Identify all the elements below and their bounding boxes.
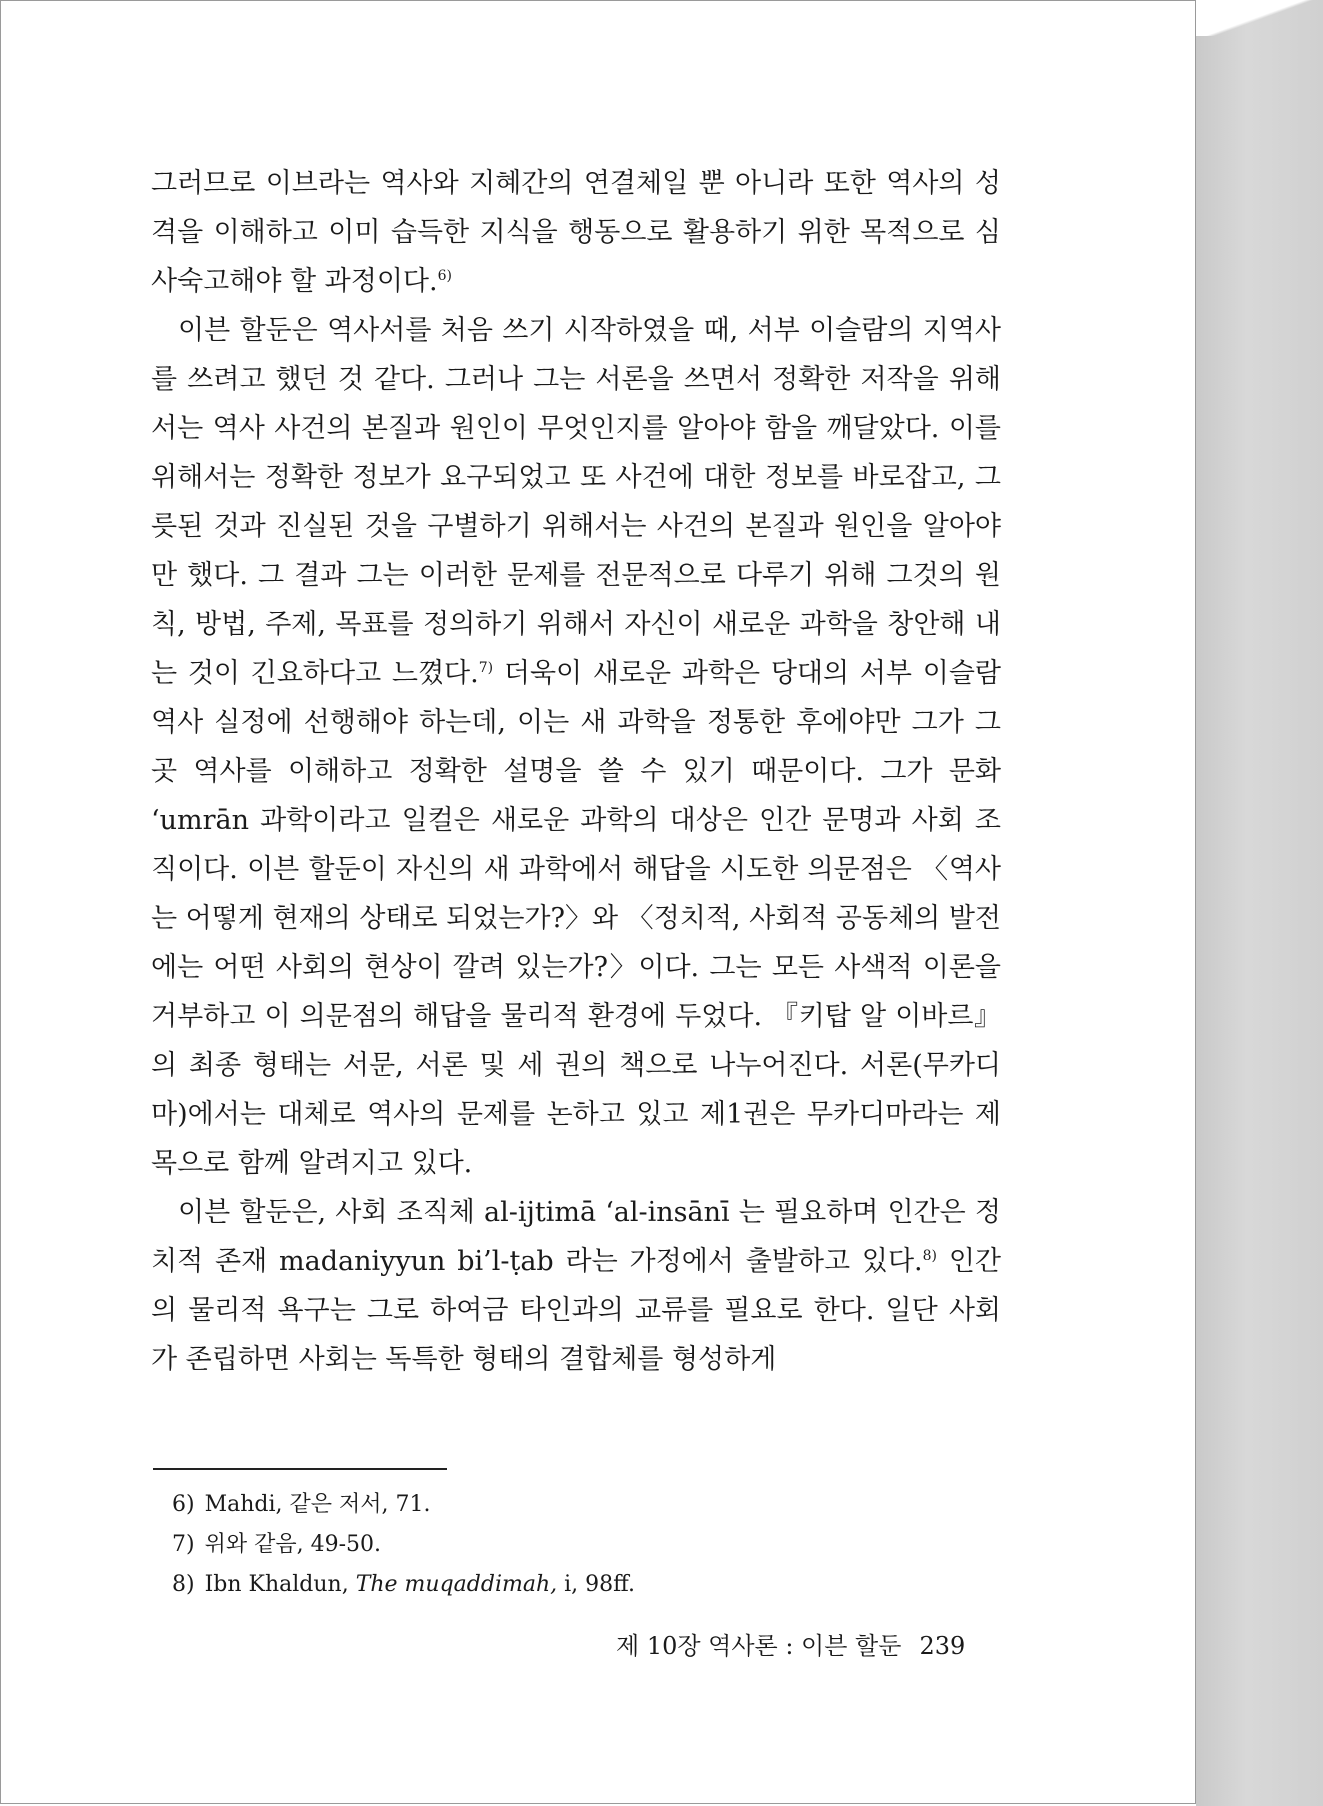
footnote-divider — [153, 1468, 447, 1470]
footnote-number: 7) — [172, 1532, 195, 1557]
footnote-text: Mahdi, 같은 저서, 71. — [204, 1492, 431, 1517]
footnotes — [172, 1485, 992, 1605]
paragraph-3-text-b: 인간의 물리적 욕구는 그로 하여금 타인과의 교류를 필요로 한다. 일단 사회가 존립하면 사회는 독특한 형태의 결합체를 형성하게 — [151, 1246, 1001, 1375]
paragraph-3-text-a: 이븐 할둔은, 사회 조직체 al-ijtimā ‘al-insānī 는 필요하며 인간은 정치적 존재 madaniyyun bi’l-ṭab 라는 가정에서 출발하고 있다. — [151, 1197, 1001, 1277]
page-number: 239 — [919, 1632, 966, 1660]
footnote-ref-6: 6) — [437, 268, 452, 284]
footnote-8 — [172, 1565, 992, 1605]
paragraph-1 — [151, 159, 1001, 306]
book-page-edges — [1196, 0, 1323, 1806]
footnote-ref-8: 8) — [922, 1248, 937, 1264]
paragraph-1-text: 그러므로 이브라는 역사와 지혜간의 연결체일 뿐 아니라 또한 역사의 성격을 이해하고 이미 습득한 지식을 행동으로 활용하기 위한 목적으로 심사숙고해야 할 과정이다. — [151, 168, 1001, 297]
body-text — [151, 159, 1001, 1384]
paragraph-2-text-a: 이븐 할둔은 역사서를 처음 쓰기 시작하였을 때, 서부 이슬람의 지역사를 쓰려고 했던 것 같다. 그러나 그는 서론을 쓰면서 정확한 저작을 위해서는 역사 사건의 본질과 원인이 무엇인지를 알아야 함을 깨달았다. 이를 위해서는 정확한 정보가 요구되었고 또 사건에 대한 정보를 바로잡고, 그릇된 것과 진실된 것을 구별하기 위해서는 사건의 본질과 원인을 알아야만 했다. 그 결과 그는 이러한 문제를 전문적으로 다루기 위해 그것의 원칙, 방법, 주제, 목표를 정의하기 위해서 자신이 새로운 과학을 창안해 내는 것이 긴요하다고 느꼈다. — [151, 315, 1001, 689]
running-footer — [616, 1631, 1006, 1661]
footnote-6 — [172, 1485, 992, 1525]
footnote-author: Ibn Khaldun, — [204, 1572, 356, 1597]
footnote-text: 위와 같음, 49-50. — [204, 1532, 381, 1557]
chapter-title: 제 10장 역사론 : 이븐 할둔 — [616, 1632, 902, 1660]
footnote-ref-7: 7) — [478, 660, 494, 676]
footnote-number: 6) — [172, 1492, 195, 1517]
footnote-number: 8) — [172, 1572, 195, 1597]
footnote-pages: i, 98ff. — [557, 1572, 635, 1597]
footnote-book-title: The muqaddimah, — [355, 1572, 558, 1597]
paragraph-2-text-b: 더욱이 새로운 과학은 당대의 서부 이슬람 역사 실정에 선행해야 하는데, 이는 새 과학을 정통한 후에야만 그가 그곳 역사를 이해하고 정확한 설명을 쓸 수 있기 때문이다. 그가 문화 ‘umrān 과학이라고 일컬은 새로운 과학의 대상은 인간 문명과 사회 조직이다. 이븐 할둔이 자신의 새 과학에서 해답을 시도한 의문점은 〈역사는 어떻게 현재의 상태로 되었는가?〉와 〈정치적, 사회적 공동체의 발전에는 어떤 사회의 현상이 깔려 있는가?〉이다. 그는 모든 사색적 이론을 거부하고 이 의문점의 해답을 물리적 환경에 두었다. 『키탑 알 이바르』의 최종 형태는 서문, 서론 및 세 권의 책으로 나누어진다. 서론(무카디마)에서는 대체로 역사의 문제를 논하고 있고 제1권은 무카디마라는 제목으로 함께 알려지고 있다. — [151, 658, 1001, 1179]
paragraph-3 — [151, 1188, 1001, 1384]
paragraph-2 — [151, 306, 1001, 1188]
footnote-7 — [172, 1525, 992, 1565]
